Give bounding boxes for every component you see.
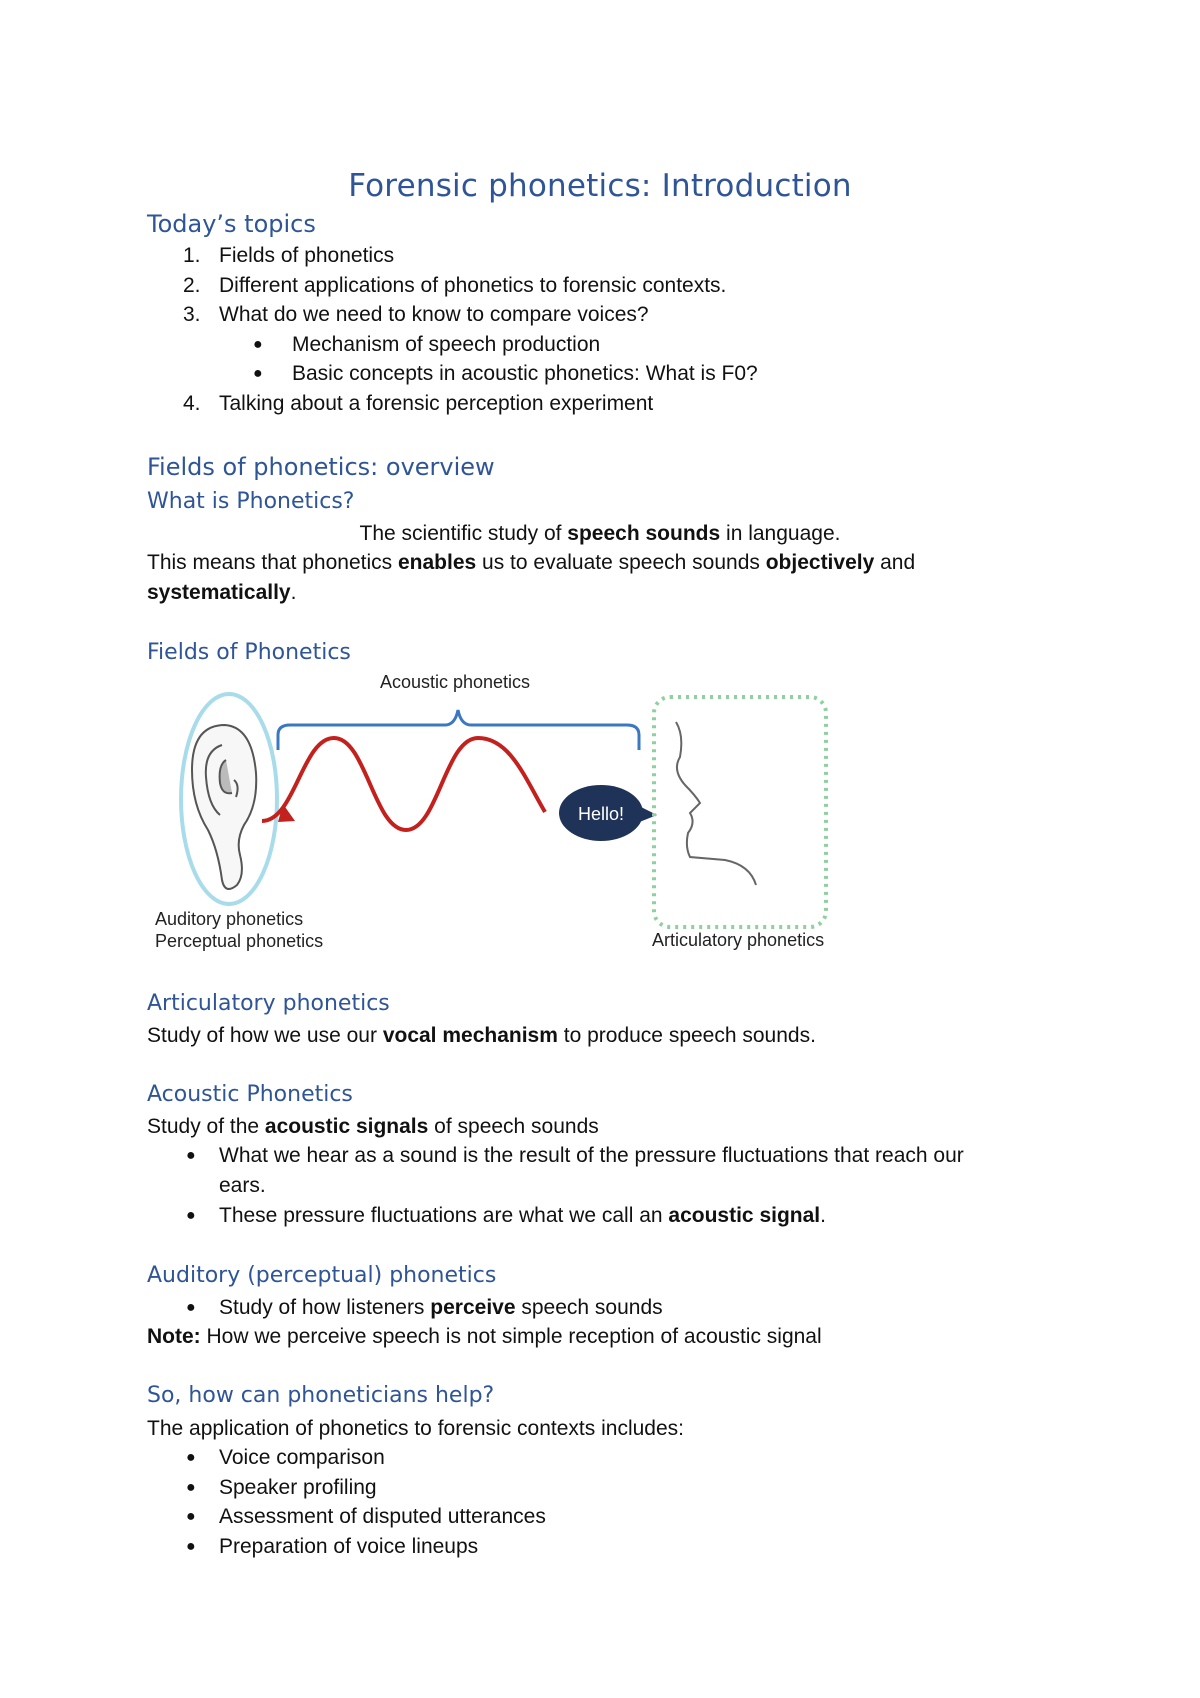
- topic-number: 3.: [183, 303, 201, 326]
- topic-number: 1.: [183, 244, 201, 267]
- topics-heading: Today’s topics: [147, 210, 316, 238]
- topic-item: Fields of phonetics: [219, 244, 395, 267]
- articulatory-heading: Articulatory phonetics: [147, 991, 390, 1016]
- sound-wave: [262, 738, 545, 830]
- topic-number: 2.: [183, 274, 201, 297]
- fields-of-phonetics-diagram: [140, 665, 860, 965]
- speech-bubble-text: Hello!: [577, 804, 625, 824]
- bullet-icon: ●: [186, 1449, 196, 1466]
- overview-heading: Fields of phonetics: overview: [147, 453, 495, 481]
- acoustic-heading: Acoustic Phonetics: [147, 1082, 353, 1107]
- articulatory-label: Articulatory phonetics: [652, 930, 825, 950]
- fields-heading: Fields of Phonetics: [147, 640, 351, 665]
- topic-item: Talking about a forensic perception experiment: [219, 392, 654, 415]
- bullet-icon: ●: [186, 1299, 196, 1316]
- help-item: Speaker profiling: [219, 1476, 377, 1499]
- bullet-icon: ●: [186, 1508, 196, 1525]
- acoustic-bullet-2: These pressure fluctuations are what we call an acoustic signal.: [219, 1204, 826, 1227]
- bullet-icon: ●: [186, 1538, 196, 1555]
- acoustic-bullet-1-cont: ears.: [219, 1174, 266, 1197]
- bullet-icon: ●: [186, 1479, 196, 1496]
- acoustic-bullet-1: What we hear as a sound is the result of the pressure fluctuations that reach our: [219, 1144, 964, 1167]
- auditory-bullet-1: Study of how listeners perceive speech sounds: [219, 1296, 663, 1319]
- topic-subitem: Mechanism of speech production: [292, 333, 601, 356]
- perceptual-label: Perceptual phonetics: [155, 931, 324, 951]
- acoustic-phonetics-label: Acoustic phonetics: [379, 672, 531, 692]
- acoustic-brace: [278, 710, 639, 750]
- what-is-phonetics-heading: What is Phonetics?: [147, 489, 355, 514]
- bullet-icon: ●: [253, 336, 263, 353]
- topic-subitem: Basic concepts in acoustic phonetics: What is F0?: [292, 362, 758, 385]
- auditory-note: Note: How we perceive speech is not simple reception of acoustic signal: [147, 1325, 822, 1348]
- help-item: Assessment of disputed utterances: [219, 1505, 546, 1528]
- topic-item: What do we need to know to compare voices?: [219, 303, 649, 326]
- help-intro: The application of phonetics to forensic contexts includes:: [147, 1417, 684, 1440]
- topic-number: 4.: [183, 392, 201, 415]
- help-item: Voice comparison: [219, 1446, 385, 1469]
- help-item: Preparation of voice lineups: [219, 1535, 479, 1558]
- phonetics-explanation: This means that phonetics enables us to evaluate speech sounds objectively and: [147, 551, 916, 574]
- auditory-label: Auditory phonetics: [155, 909, 304, 929]
- help-heading: So, how can phoneticians help?: [147, 1383, 495, 1408]
- articulatory-description: Study of how we use our vocal mechanism to produce speech sounds.: [147, 1024, 816, 1047]
- auditory-heading: Auditory (perceptual) phonetics: [147, 1263, 497, 1288]
- face-profile-icon: [676, 722, 756, 885]
- page-title: Forensic phonetics: Introduction: [348, 168, 852, 204]
- acoustic-description: Study of the acoustic signals of speech sounds: [147, 1115, 599, 1138]
- bullet-icon: ●: [253, 365, 263, 382]
- phonetics-explanation-cont: systematically.: [147, 581, 297, 604]
- phonetics-definition: The scientific study of speech sounds in language.: [359, 522, 841, 545]
- arrow-head-icon: [278, 804, 295, 822]
- bullet-icon: ●: [186, 1147, 196, 1164]
- ear-icon: [192, 725, 256, 889]
- topic-item: Different applications of phonetics to forensic contexts.: [219, 274, 727, 297]
- bullet-icon: ●: [186, 1207, 196, 1224]
